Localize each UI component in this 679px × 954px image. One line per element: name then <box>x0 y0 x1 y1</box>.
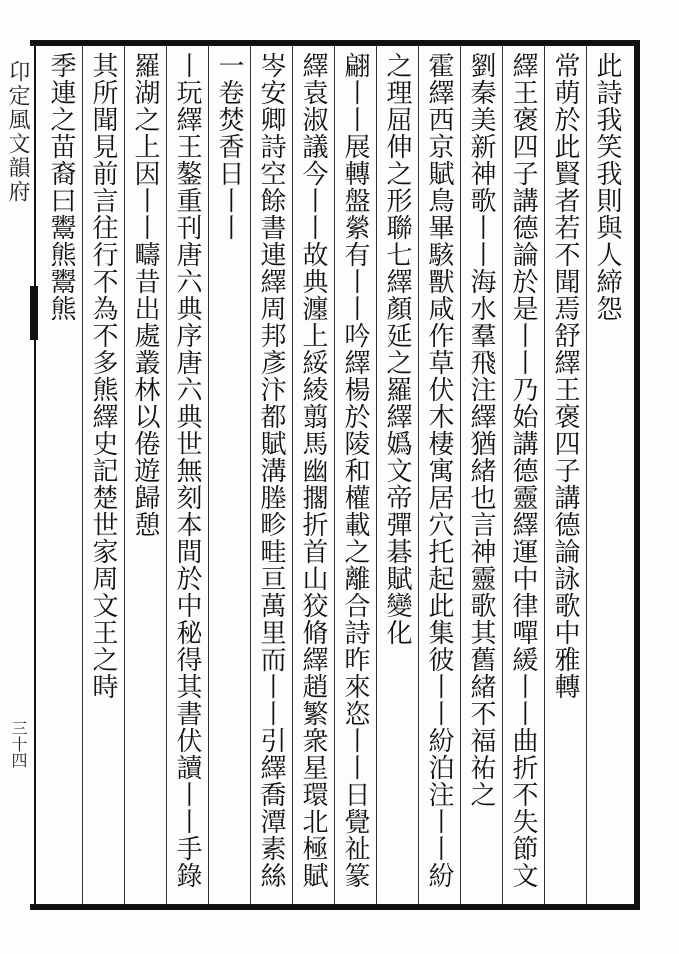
text-column: 劉秦美新神歌丨丨海水羣飛注繹猶緒也言神靈歌其舊緒不福祐之 <box>466 52 496 808</box>
text-column: 翩丨丨展轉盤縈有丨丨吟繹楊於陵和權載之離合詩昨來恣丨丨日覺祉篆 <box>340 52 370 889</box>
text-column: 常萌於此賢者若不聞焉舒繹王褒四子講德論詠歌中雅轉 <box>550 52 580 700</box>
column-divider <box>460 46 461 904</box>
column-divider <box>208 46 209 904</box>
column-divider <box>250 46 251 904</box>
bottom-border-rule <box>30 904 640 910</box>
text-column: 霍繹西京賦鳥畢駭獸咸作草伏木棲寓居穴托起此集彼丨丨紛泊注丨丨紛 <box>424 52 454 889</box>
text-column: 此詩我笑我則與人締怨 <box>592 52 622 322</box>
margin-label: 卬定風文韻府 <box>5 60 30 204</box>
column-divider <box>82 46 83 904</box>
column-divider <box>292 46 293 904</box>
right-border-rule <box>634 40 640 910</box>
fish-tail-mark <box>30 286 38 340</box>
text-column: 一卷焚香日丨丨 <box>214 52 244 241</box>
column-divider <box>586 46 587 904</box>
text-column: 季連之苗裔曰鬻熊鬻熊 <box>46 52 76 322</box>
text-column: 繹王褒四子講德論於是丨丨乃始講德靈繹運中律嘽緩丨丨曲折不失節文 <box>508 52 538 889</box>
text-column: 繹袁淑議今丨丨故典瀍上綏綾翦馬幽擱折首山狡脩繹趙繁衆星環北極賦 <box>298 52 328 889</box>
column-divider <box>124 46 125 904</box>
margin-page-number: 三十四 <box>9 720 28 768</box>
text-column: 之理屈伸之形聯七繹顏延之羅繹嬀文帝彈碁賦變化 <box>382 52 412 646</box>
top-border-rule <box>30 40 640 46</box>
column-divider <box>334 46 335 904</box>
left-margin-rule <box>34 40 36 910</box>
text-column: 其所聞見前言往行不為不多熊繹史記楚世家周文王之時 <box>88 52 118 700</box>
text-column: 羅湖之上因丨丨疇昔出處叢林以倦遊歸憩 <box>130 52 160 538</box>
text-column: 岑安卿詩空餘書連繹周邦彥汴都賦溝塍畛畦亘萬里而丨丨引繹喬潭素絲 <box>256 52 286 889</box>
column-divider <box>418 46 419 904</box>
text-column: 丨玩繹王鏊重刊唐六典序唐六典世無刻本間於中秘得其書伏讀丨丨手錄 <box>172 52 202 889</box>
column-divider <box>166 46 167 904</box>
column-divider <box>502 46 503 904</box>
column-divider <box>544 46 545 904</box>
column-divider <box>376 46 377 904</box>
